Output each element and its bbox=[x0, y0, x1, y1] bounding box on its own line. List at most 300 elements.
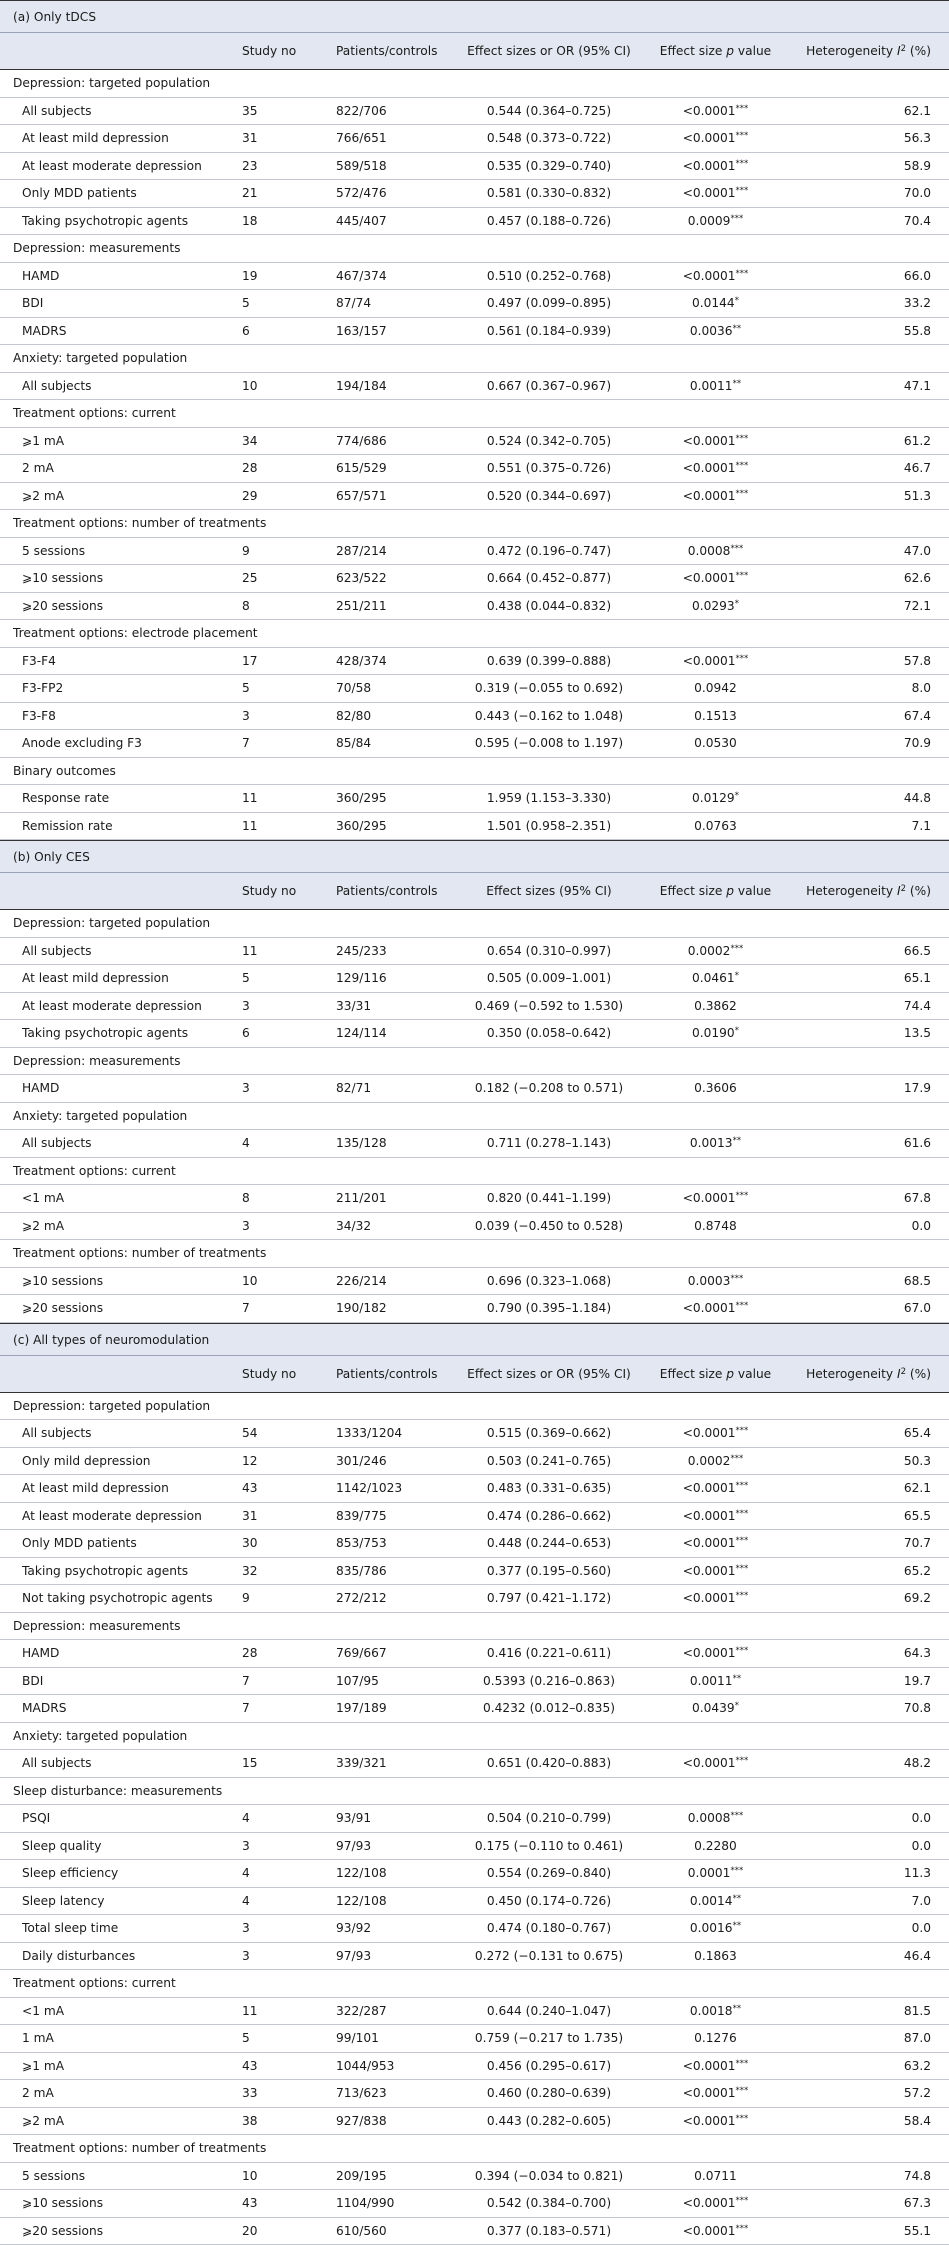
table-row bbox=[0, 813, 949, 841]
effect-size: 0.644 (0.240–1.047) bbox=[464, 2004, 634, 2018]
heterogeneity: 58.9 bbox=[797, 159, 949, 173]
patients-controls: 623/522 bbox=[324, 571, 464, 585]
table-row bbox=[0, 290, 949, 318]
study-no: 15 bbox=[227, 1756, 324, 1770]
table-row bbox=[0, 1805, 949, 1833]
table-row bbox=[0, 483, 949, 511]
row-label: ⩾20 sessions bbox=[0, 2224, 227, 2238]
p-value: 0.0439* bbox=[634, 1701, 797, 1715]
table-row bbox=[0, 1075, 949, 1103]
study-no: 43 bbox=[227, 2196, 324, 2210]
row-label: MADRS bbox=[0, 324, 227, 338]
effect-size: 0.542 (0.384–0.700) bbox=[464, 2196, 634, 2210]
study-no: 38 bbox=[227, 2114, 324, 2128]
row-label: All subjects bbox=[0, 1756, 227, 1770]
patients-controls: 190/182 bbox=[324, 1301, 464, 1315]
study-no: 34 bbox=[227, 434, 324, 448]
significance-marker: *** bbox=[730, 214, 743, 224]
heterogeneity: 70.7 bbox=[797, 1536, 949, 1550]
significance-marker: *** bbox=[736, 2114, 749, 2124]
group-label: Anxiety: targeted population bbox=[0, 1103, 949, 1131]
p-value: <0.0001*** bbox=[634, 1591, 797, 1605]
study-no: 54 bbox=[227, 1426, 324, 1440]
study-no: 10 bbox=[227, 2169, 324, 2183]
group-label: Treatment options: number of treatments bbox=[0, 2135, 949, 2163]
row-label: <1 mA bbox=[0, 1191, 227, 1205]
significance-marker: *** bbox=[736, 269, 749, 279]
table-row bbox=[0, 180, 949, 208]
row-label: MADRS bbox=[0, 1701, 227, 1715]
group-label: Depression: measurements bbox=[0, 1613, 949, 1641]
column-header-patients-controls: Patients/controls bbox=[324, 884, 464, 898]
p-value: <0.0001*** bbox=[634, 131, 797, 145]
column-header-patients-controls: Patients/controls bbox=[324, 44, 464, 58]
p-value: 0.0942 bbox=[634, 681, 797, 695]
study-no: 11 bbox=[227, 791, 324, 805]
significance-marker: ** bbox=[733, 1894, 742, 1904]
table-row bbox=[0, 965, 949, 993]
row-label: At least mild depression bbox=[0, 971, 227, 985]
table-row bbox=[0, 1420, 949, 1448]
effect-size: 0.377 (0.183–0.571) bbox=[464, 2224, 634, 2238]
p-value: <0.0001*** bbox=[634, 2196, 797, 2210]
effect-size: 1.501 (0.958–2.351) bbox=[464, 819, 634, 833]
heterogeneity: 72.1 bbox=[797, 599, 949, 613]
heterogeneity: 67.8 bbox=[797, 1191, 949, 1205]
effect-size: 0.667 (0.367–0.967) bbox=[464, 379, 634, 393]
heterogeneity: 70.9 bbox=[797, 736, 949, 750]
patients-controls: 33/31 bbox=[324, 999, 464, 1013]
table-row bbox=[0, 373, 949, 401]
table-row bbox=[0, 1998, 949, 2026]
column-header-study-no: Study no bbox=[227, 44, 324, 58]
effect-size: 0.350 (0.058–0.642) bbox=[464, 1026, 634, 1040]
p-value: 0.3862 bbox=[634, 999, 797, 1013]
patients-controls: 211/201 bbox=[324, 1191, 464, 1205]
significance-marker: ** bbox=[733, 2004, 742, 2014]
study-no: 3 bbox=[227, 1219, 324, 1233]
study-no: 9 bbox=[227, 1591, 324, 1605]
heterogeneity: 87.0 bbox=[797, 2031, 949, 2045]
study-no: 3 bbox=[227, 1921, 324, 1935]
table-row bbox=[0, 1185, 949, 1213]
patients-controls: 135/128 bbox=[324, 1136, 464, 1150]
effect-size: 0.654 (0.310–0.997) bbox=[464, 944, 634, 958]
patients-controls: 927/838 bbox=[324, 2114, 464, 2128]
patients-controls: 97/93 bbox=[324, 1839, 464, 1853]
p-value: <0.0001*** bbox=[634, 461, 797, 475]
heterogeneity: 67.4 bbox=[797, 709, 949, 723]
patients-controls: 97/93 bbox=[324, 1949, 464, 1963]
study-no: 20 bbox=[227, 2224, 324, 2238]
table-row bbox=[0, 675, 949, 703]
heterogeneity: 50.3 bbox=[797, 1454, 949, 1468]
study-no: 7 bbox=[227, 1701, 324, 1715]
effect-size: 0.474 (0.180–0.767) bbox=[464, 1921, 634, 1935]
table-row bbox=[0, 2080, 949, 2108]
significance-marker: *** bbox=[736, 2224, 749, 2234]
study-no: 35 bbox=[227, 104, 324, 118]
p-value: 0.8748 bbox=[634, 1219, 797, 1233]
row-label: At least moderate depression bbox=[0, 1509, 227, 1523]
row-label: BDI bbox=[0, 1674, 227, 1688]
effect-size: 0.483 (0.331–0.635) bbox=[464, 1481, 634, 1495]
effect-size: 0.696 (0.323–1.068) bbox=[464, 1274, 634, 1288]
significance-marker: *** bbox=[736, 1756, 749, 1766]
heterogeneity: 70.8 bbox=[797, 1701, 949, 1715]
p-value: 0.1863 bbox=[634, 1949, 797, 1963]
significance-marker: *** bbox=[736, 434, 749, 444]
group-label: Treatment options: number of treatments bbox=[0, 1240, 949, 1268]
study-no: 31 bbox=[227, 1509, 324, 1523]
significance-marker: ** bbox=[733, 379, 742, 389]
heterogeneity: 70.4 bbox=[797, 214, 949, 228]
table-row bbox=[0, 208, 949, 236]
heterogeneity: 55.1 bbox=[797, 2224, 949, 2238]
group-label: Sleep disturbance: measurements bbox=[0, 1778, 949, 1806]
row-label: All subjects bbox=[0, 1426, 227, 1440]
effect-size: 0.790 (0.395–1.184) bbox=[464, 1301, 634, 1315]
study-no: 31 bbox=[227, 131, 324, 145]
study-no: 4 bbox=[227, 1136, 324, 1150]
significance-marker: * bbox=[735, 1701, 739, 1711]
row-label: ⩾10 sessions bbox=[0, 571, 227, 585]
effect-size: 0.820 (0.441–1.199) bbox=[464, 1191, 634, 1205]
patients-controls: 657/571 bbox=[324, 489, 464, 503]
study-no: 3 bbox=[227, 1949, 324, 1963]
heterogeneity: 56.3 bbox=[797, 131, 949, 145]
row-label: BDI bbox=[0, 296, 227, 310]
italic-p: p bbox=[726, 44, 734, 58]
heterogeneity: 8.0 bbox=[797, 681, 949, 695]
row-label: ⩾10 sessions bbox=[0, 1274, 227, 1288]
study-no: 11 bbox=[227, 819, 324, 833]
effect-size: 0.535 (0.329–0.740) bbox=[464, 159, 634, 173]
group-label: Binary outcomes bbox=[0, 758, 949, 786]
patients-controls: 245/233 bbox=[324, 944, 464, 958]
table-row bbox=[0, 2163, 949, 2191]
heterogeneity: 46.4 bbox=[797, 1949, 949, 1963]
p-value: <0.0001*** bbox=[634, 2224, 797, 2238]
heterogeneity: 48.2 bbox=[797, 1756, 949, 1770]
row-label: Daily disturbances bbox=[0, 1949, 227, 1963]
patients-controls: 122/108 bbox=[324, 1866, 464, 1880]
p-value: 0.0293* bbox=[634, 599, 797, 613]
study-no: 25 bbox=[227, 571, 324, 585]
p-value: 0.0129* bbox=[634, 791, 797, 805]
study-no: 29 bbox=[227, 489, 324, 503]
p-value: <0.0001*** bbox=[634, 159, 797, 173]
significance-marker: *** bbox=[730, 1454, 743, 1464]
p-value: <0.0001*** bbox=[634, 1536, 797, 1550]
effect-size: 0.505 (0.009–1.001) bbox=[464, 971, 634, 985]
study-no: 17 bbox=[227, 654, 324, 668]
heterogeneity: 19.7 bbox=[797, 1674, 949, 1688]
row-label: ⩾1 mA bbox=[0, 434, 227, 448]
significance-marker: *** bbox=[736, 1426, 749, 1436]
group-label: Anxiety: targeted population bbox=[0, 1723, 949, 1751]
table-row bbox=[0, 1668, 949, 1696]
p-value: <0.0001*** bbox=[634, 186, 797, 200]
p-value: <0.0001*** bbox=[634, 1564, 797, 1578]
table-row bbox=[0, 98, 949, 126]
heterogeneity: 0.0 bbox=[797, 1839, 949, 1853]
row-label: ⩾20 sessions bbox=[0, 599, 227, 613]
heterogeneity: 64.3 bbox=[797, 1646, 949, 1660]
p-value: <0.0001*** bbox=[634, 1191, 797, 1205]
study-no: 19 bbox=[227, 269, 324, 283]
study-no: 10 bbox=[227, 1274, 324, 1288]
p-value: 0.0003*** bbox=[634, 1274, 797, 1288]
p-value: <0.0001*** bbox=[634, 434, 797, 448]
table-row bbox=[0, 2053, 949, 2081]
p-value: <0.0001*** bbox=[634, 1646, 797, 1660]
p-value: <0.0001*** bbox=[634, 2114, 797, 2128]
significance-marker: *** bbox=[736, 1191, 749, 1201]
heterogeneity: 7.0 bbox=[797, 1894, 949, 1908]
column-header-effect-size: Effect sizes (95% CI) bbox=[464, 884, 634, 898]
effect-size: 1.959 (1.153–3.330) bbox=[464, 791, 634, 805]
column-header-p-value: Effect size p value bbox=[634, 44, 797, 58]
column-header-p-value: Effect size p value bbox=[634, 1367, 797, 1381]
effect-size: 0.711 (0.278–1.143) bbox=[464, 1136, 634, 1150]
table-row bbox=[0, 2108, 949, 2136]
patients-controls: 360/295 bbox=[324, 819, 464, 833]
table-row bbox=[0, 263, 949, 291]
heterogeneity: 0.0 bbox=[797, 1921, 949, 1935]
heterogeneity: 13.5 bbox=[797, 1026, 949, 1040]
p-value: 0.1513 bbox=[634, 709, 797, 723]
effect-size: 0.554 (0.269–0.840) bbox=[464, 1866, 634, 1880]
significance-marker: * bbox=[735, 296, 739, 306]
p-value: 0.0763 bbox=[634, 819, 797, 833]
p-value: 0.0013** bbox=[634, 1136, 797, 1150]
study-no: 23 bbox=[227, 159, 324, 173]
effect-size: 0.497 (0.099–0.895) bbox=[464, 296, 634, 310]
section-title: (b) Only CES bbox=[0, 840, 949, 873]
effect-size: 0.595 (−0.008 to 1.197) bbox=[464, 736, 634, 750]
row-label: HAMD bbox=[0, 269, 227, 283]
p-value: 0.0008*** bbox=[634, 544, 797, 558]
study-no: 7 bbox=[227, 1674, 324, 1688]
effect-size: 0.510 (0.252–0.768) bbox=[464, 269, 634, 283]
p-value: 0.0002*** bbox=[634, 1454, 797, 1468]
patients-controls: 82/71 bbox=[324, 1081, 464, 1095]
heterogeneity: 63.2 bbox=[797, 2059, 949, 2073]
significance-marker: *** bbox=[736, 1301, 749, 1311]
significance-marker: *** bbox=[730, 944, 743, 954]
heterogeneity: 47.1 bbox=[797, 379, 949, 393]
patients-controls: 1142/1023 bbox=[324, 1481, 464, 1495]
table-row bbox=[0, 318, 949, 346]
effect-size: 0.182 (−0.208 to 0.571) bbox=[464, 1081, 634, 1095]
effect-size: 0.4232 (0.012–0.835) bbox=[464, 1701, 634, 1715]
row-label: All subjects bbox=[0, 104, 227, 118]
patients-controls: 428/374 bbox=[324, 654, 464, 668]
effect-size: 0.456 (0.295–0.617) bbox=[464, 2059, 634, 2073]
row-label: All subjects bbox=[0, 944, 227, 958]
p-value: 0.0011** bbox=[634, 379, 797, 393]
effect-size: 0.272 (−0.131 to 0.675) bbox=[464, 1949, 634, 1963]
table-row bbox=[0, 1888, 949, 1916]
significance-marker: *** bbox=[736, 2059, 749, 2069]
significance-marker: *** bbox=[730, 1866, 743, 1876]
patients-controls: 467/374 bbox=[324, 269, 464, 283]
study-no: 21 bbox=[227, 186, 324, 200]
section-title: (c) All types of neuromodulation bbox=[0, 1323, 949, 1356]
study-no: 12 bbox=[227, 1454, 324, 1468]
effect-size: 0.651 (0.420–0.883) bbox=[464, 1756, 634, 1770]
table-row bbox=[0, 1943, 949, 1971]
group-label: Treatment options: number of treatments bbox=[0, 510, 949, 538]
row-label: ⩾1 mA bbox=[0, 2059, 227, 2073]
significance-marker: *** bbox=[736, 104, 749, 114]
study-no: 5 bbox=[227, 2031, 324, 2045]
p-value: <0.0001*** bbox=[634, 1509, 797, 1523]
row-label: Taking psychotropic agents bbox=[0, 214, 227, 228]
study-no: 32 bbox=[227, 1564, 324, 1578]
effect-size: 0.561 (0.184–0.939) bbox=[464, 324, 634, 338]
p-value: 0.0461* bbox=[634, 971, 797, 985]
effect-size: 0.581 (0.330–0.832) bbox=[464, 186, 634, 200]
table-row bbox=[0, 1750, 949, 1778]
patients-controls: 360/295 bbox=[324, 791, 464, 805]
p-value: 0.0036** bbox=[634, 324, 797, 338]
effect-size: 0.416 (0.221–0.611) bbox=[464, 1646, 634, 1660]
study-no: 4 bbox=[227, 1894, 324, 1908]
significance-marker: ** bbox=[733, 1674, 742, 1684]
significance-marker: *** bbox=[736, 1509, 749, 1519]
row-label: Sleep latency bbox=[0, 1894, 227, 1908]
effect-size: 0.515 (0.369–0.662) bbox=[464, 1426, 634, 1440]
heterogeneity: 51.3 bbox=[797, 489, 949, 503]
heterogeneity: 67.3 bbox=[797, 2196, 949, 2210]
patients-controls: 1104/990 bbox=[324, 2196, 464, 2210]
p-value: <0.0001*** bbox=[634, 654, 797, 668]
heterogeneity: 81.5 bbox=[797, 2004, 949, 2018]
italic-p: p bbox=[726, 884, 734, 898]
heterogeneity: 61.6 bbox=[797, 1136, 949, 1150]
p-value: <0.0001*** bbox=[634, 1426, 797, 1440]
study-no: 3 bbox=[227, 1081, 324, 1095]
table-row bbox=[0, 1530, 949, 1558]
patients-controls: 1333/1204 bbox=[324, 1426, 464, 1440]
effect-size: 0.460 (0.280–0.639) bbox=[464, 2086, 634, 2100]
patients-controls: 322/287 bbox=[324, 2004, 464, 2018]
table-row bbox=[0, 785, 949, 813]
p-value: 0.0144* bbox=[634, 296, 797, 310]
patients-controls: 589/518 bbox=[324, 159, 464, 173]
effect-size: 0.664 (0.452–0.877) bbox=[464, 571, 634, 585]
heterogeneity: 57.8 bbox=[797, 654, 949, 668]
p-value: <0.0001*** bbox=[634, 1756, 797, 1770]
row-label: ⩾10 sessions bbox=[0, 2196, 227, 2210]
effect-size: 0.548 (0.373–0.722) bbox=[464, 131, 634, 145]
study-no: 43 bbox=[227, 2059, 324, 2073]
significance-marker: * bbox=[735, 599, 739, 609]
study-no: 7 bbox=[227, 736, 324, 750]
p-value: <0.0001*** bbox=[634, 269, 797, 283]
row-label: All subjects bbox=[0, 379, 227, 393]
group-label: Depression: measurements bbox=[0, 1048, 949, 1076]
table-row bbox=[0, 1558, 949, 1586]
table-row bbox=[0, 153, 949, 181]
table-row bbox=[0, 1475, 949, 1503]
row-label: F3-F8 bbox=[0, 709, 227, 723]
row-label: Taking psychotropic agents bbox=[0, 1026, 227, 1040]
row-label: HAMD bbox=[0, 1081, 227, 1095]
study-no: 4 bbox=[227, 1811, 324, 1825]
significance-marker: *** bbox=[730, 1274, 743, 1284]
study-no: 43 bbox=[227, 1481, 324, 1495]
heterogeneity: 7.1 bbox=[797, 819, 949, 833]
table-row bbox=[0, 2190, 949, 2218]
patients-controls: 615/529 bbox=[324, 461, 464, 475]
row-label: ⩾2 mA bbox=[0, 489, 227, 503]
column-header-p-value: Effect size p value bbox=[634, 884, 797, 898]
study-no: 4 bbox=[227, 1866, 324, 1880]
column-header-patients-controls: Patients/controls bbox=[324, 1367, 464, 1381]
column-header-heterogeneity: Heterogeneity $I^2$ (%) bbox=[797, 1367, 949, 1381]
patients-controls: 34/32 bbox=[324, 1219, 464, 1233]
study-no: 30 bbox=[227, 1536, 324, 1550]
patients-controls: 251/211 bbox=[324, 599, 464, 613]
row-label: 2 mA bbox=[0, 461, 227, 475]
table-row bbox=[0, 1695, 949, 1723]
patients-controls: 339/321 bbox=[324, 1756, 464, 1770]
effect-size: 0.520 (0.344–0.697) bbox=[464, 489, 634, 503]
heterogeneity: 65.4 bbox=[797, 1426, 949, 1440]
study-no: 11 bbox=[227, 2004, 324, 2018]
row-label: F3-FP2 bbox=[0, 681, 227, 695]
row-label: At least moderate depression bbox=[0, 159, 227, 173]
significance-marker: *** bbox=[736, 654, 749, 664]
row-label: ⩾20 sessions bbox=[0, 1301, 227, 1315]
row-label: Remission rate bbox=[0, 819, 227, 833]
heterogeneity: 44.8 bbox=[797, 791, 949, 805]
row-label: At least mild depression bbox=[0, 1481, 227, 1495]
heterogeneity: 66.5 bbox=[797, 944, 949, 958]
effect-size: 0.450 (0.174–0.726) bbox=[464, 1894, 634, 1908]
study-no: 28 bbox=[227, 1646, 324, 1660]
heterogeneity: 0.0 bbox=[797, 1219, 949, 1233]
patients-controls: 124/114 bbox=[324, 1026, 464, 1040]
heterogeneity: 47.0 bbox=[797, 544, 949, 558]
table-row bbox=[0, 125, 949, 153]
table-row bbox=[0, 1268, 949, 1296]
patients-controls: 766/651 bbox=[324, 131, 464, 145]
italic-i: I bbox=[897, 884, 901, 898]
significance-marker: *** bbox=[736, 461, 749, 471]
significance-marker: *** bbox=[736, 186, 749, 196]
study-no: 10 bbox=[227, 379, 324, 393]
study-no: 5 bbox=[227, 296, 324, 310]
study-no: 8 bbox=[227, 599, 324, 613]
table-row bbox=[0, 1130, 949, 1158]
significance-marker: * bbox=[735, 971, 739, 981]
heterogeneity: 62.1 bbox=[797, 104, 949, 118]
row-label: <1 mA bbox=[0, 2004, 227, 2018]
effect-size: 0.503 (0.241–0.765) bbox=[464, 1454, 634, 1468]
patients-controls: 272/212 bbox=[324, 1591, 464, 1605]
table-row bbox=[0, 1585, 949, 1613]
row-label: Only MDD patients bbox=[0, 186, 227, 200]
p-value: <0.0001*** bbox=[634, 2059, 797, 2073]
row-label: Sleep efficiency bbox=[0, 1866, 227, 1880]
row-label: Not taking psychotropic agents bbox=[0, 1591, 227, 1605]
group-label: Treatment options: electrode placement bbox=[0, 620, 949, 648]
column-header-effect-size: Effect sizes or OR (95% CI) bbox=[464, 44, 634, 58]
